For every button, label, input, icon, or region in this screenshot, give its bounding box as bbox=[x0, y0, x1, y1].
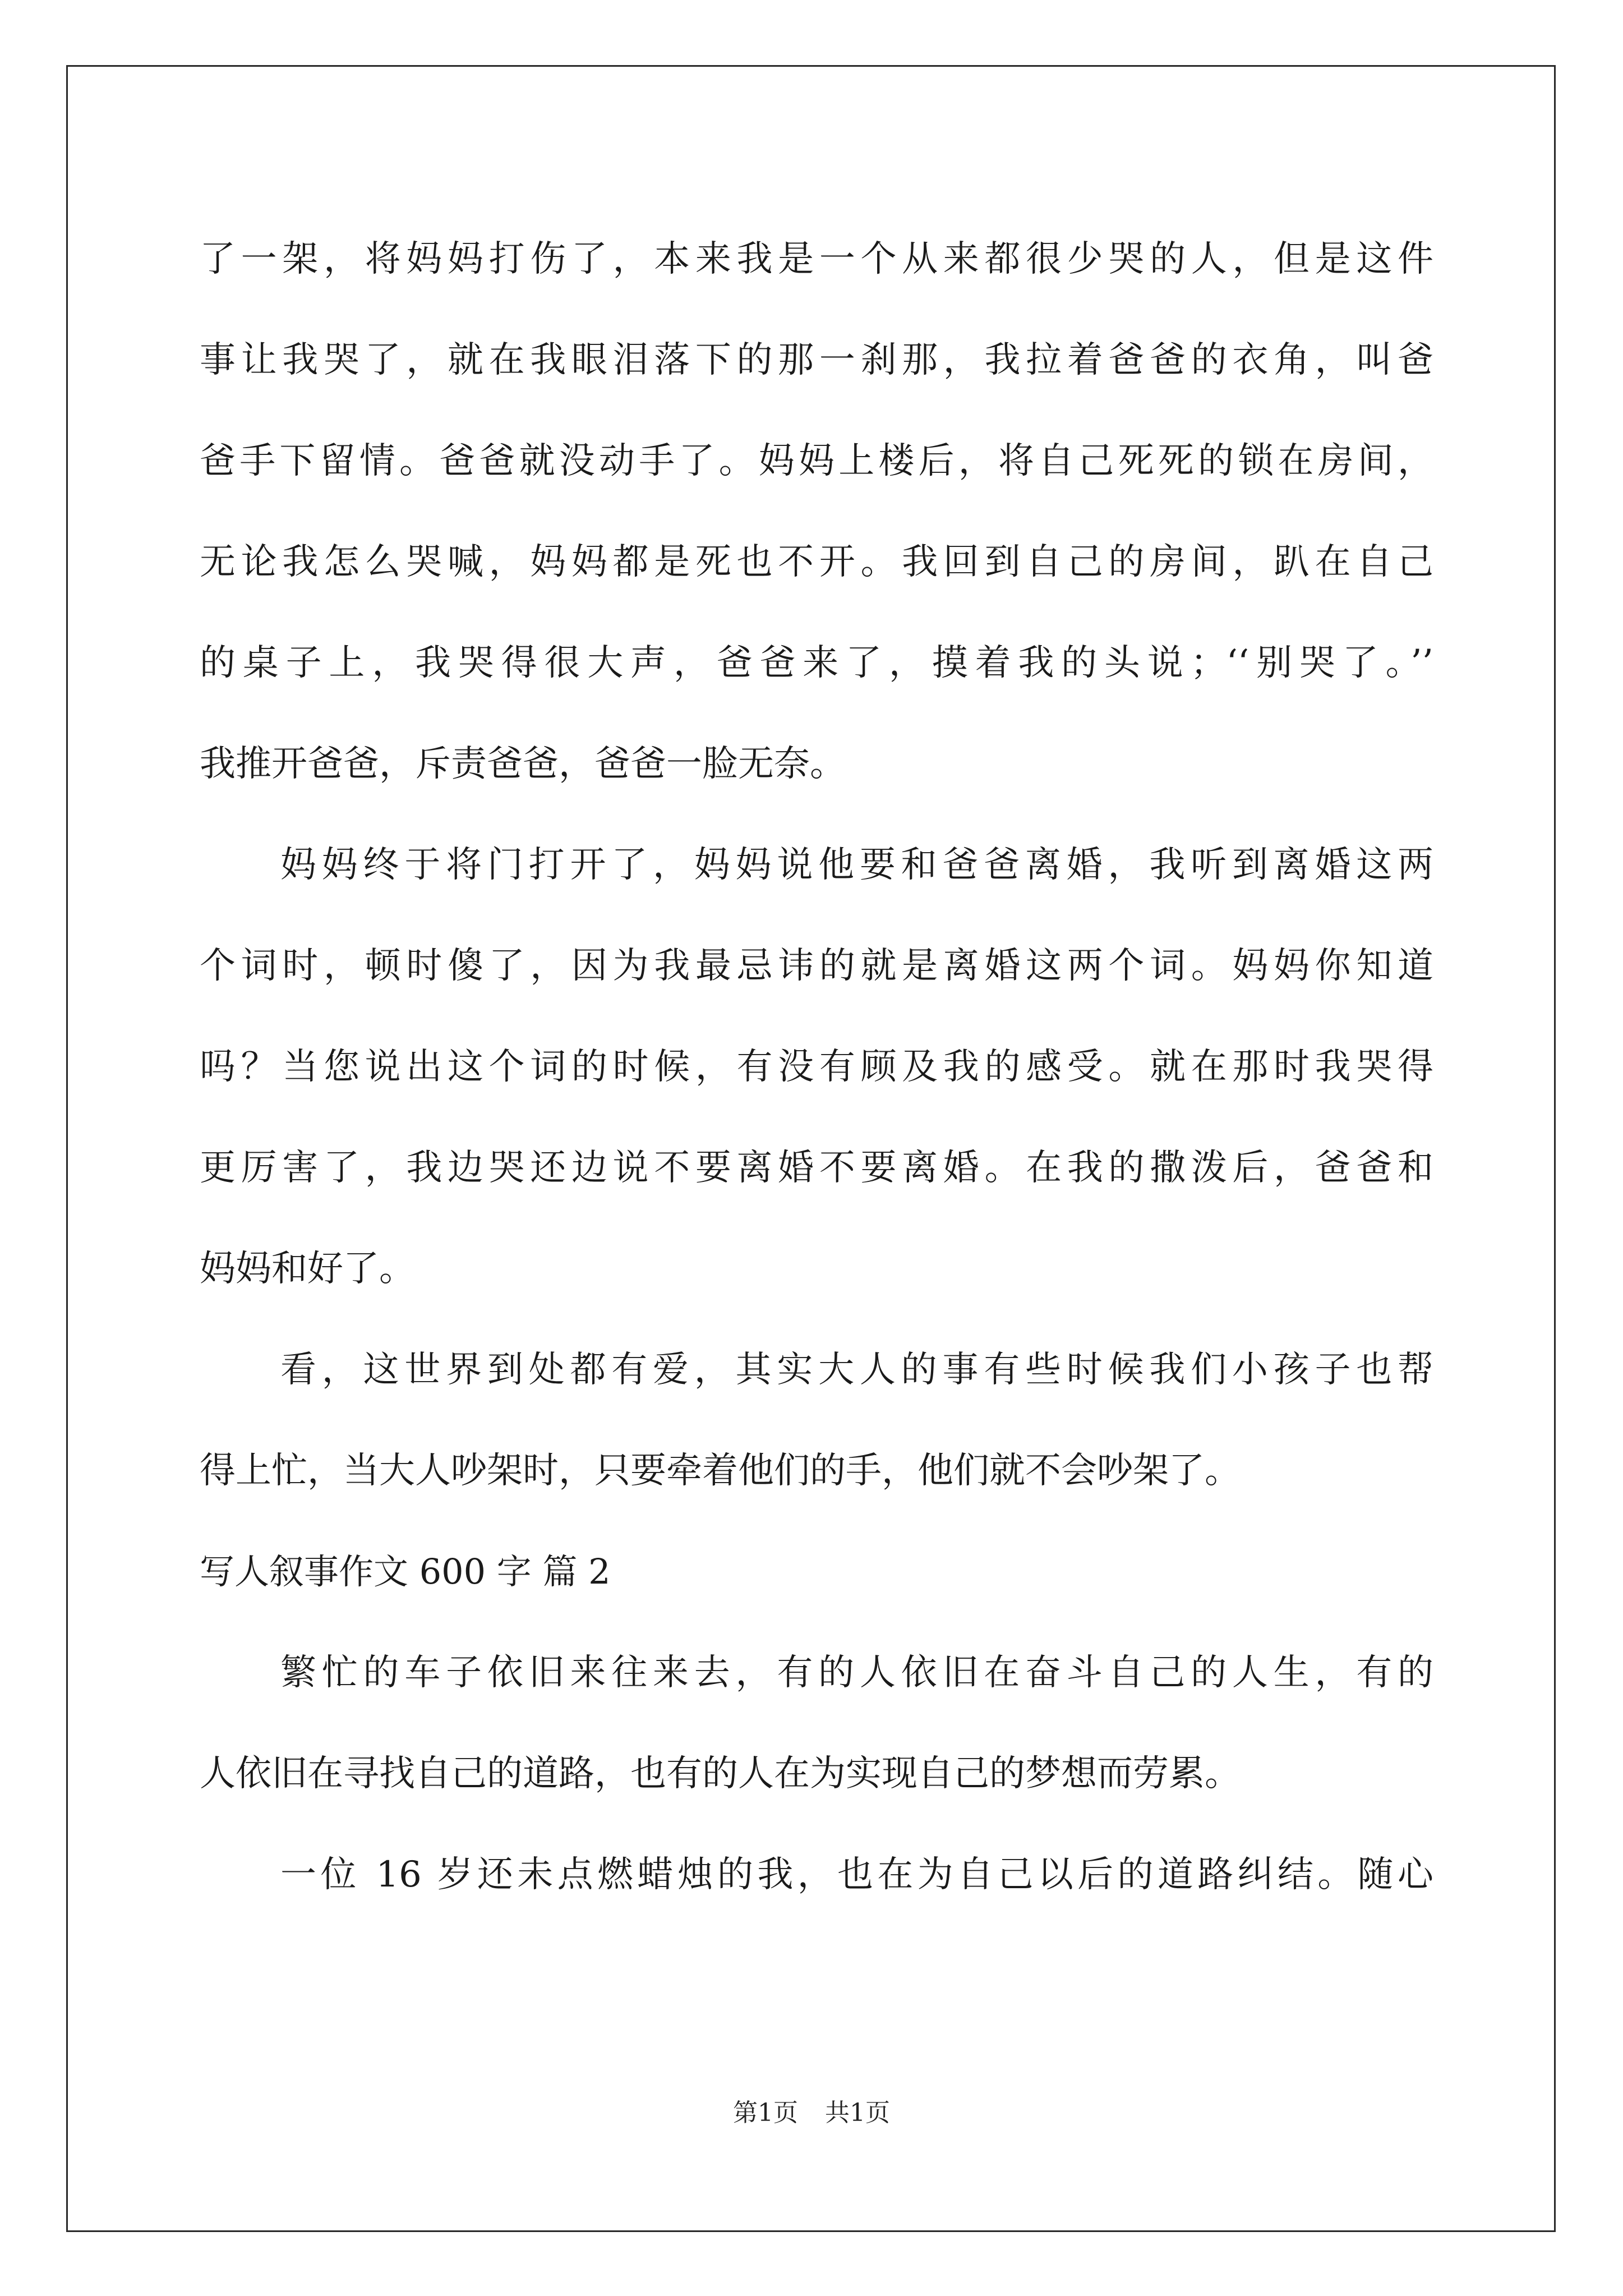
text-line: 的桌子上，我哭得很大声，爸爸来了，摸着我的头说；‘‘别哭了。’’ bbox=[200, 642, 1433, 684]
page-total: 共1页 bbox=[825, 2099, 890, 2127]
text-line: 事让我哭了，就在我眼泪落下的那一刹那，我拉着爸爸的衣角，叫爸 bbox=[200, 339, 1433, 381]
text-line: 吗？当您说出这个词的时候，有没有顾及我的感受。就在那时我哭得 bbox=[200, 1046, 1433, 1088]
text-line: 妈妈和好了。 bbox=[200, 1248, 415, 1290]
paragraph-start-line: 一位 16 岁还未点燃蜡烛的我，也在为自己以后的道路纠结。随心 bbox=[280, 1854, 1433, 1895]
section-heading: 写人叙事作文 600 字 篇 2 bbox=[200, 1551, 611, 1592]
text-line: 得上忙，当大人吵架时，只要牵着他们的手，他们就不会吵架了。 bbox=[200, 1450, 1241, 1492]
text-line: 了一架，将妈妈打伤了，本来我是一个从来都很少哭的人，但是这件 bbox=[200, 238, 1433, 280]
text-line: 我推开爸爸，斥责爸爸，爸爸一脸无奈。 bbox=[200, 743, 846, 785]
text-line: 爸手下留情。爸爸就没动手了。妈妈上楼后，将自己死死的锁在房间， bbox=[200, 440, 1433, 482]
text-line: 更厉害了，我边哭还边说不要离婚不要离婚。在我的撒泼后，爸爸和 bbox=[200, 1147, 1433, 1189]
page-footer bbox=[0, 2092, 1623, 2128]
page-number: 第1页 bbox=[733, 2099, 798, 2127]
paragraph-start-line: 看，这世界到处都有爱，其实大人的事有些时候我们小孩子也帮 bbox=[280, 1349, 1433, 1391]
paragraph-start-line: 妈妈终于将门打开了，妈妈说他要和爸爸离婚，我听到离婚这两 bbox=[280, 844, 1433, 886]
document-body bbox=[200, 209, 1433, 1925]
text-line: 无论我怎么哭喊，妈妈都是死也不开。我回到自己的房间，趴在自己 bbox=[200, 541, 1433, 583]
paragraph-start-line: 繁忙的车子依旧来往来去，有的人依旧在奋斗自己的人生，有的 bbox=[280, 1652, 1433, 1694]
text-line: 人依旧在寻找自己的道路，也有的人在为实现自己的梦想而劳累。 bbox=[200, 1753, 1241, 1795]
text-line: 个词时，顿时傻了，因为我最忌讳的就是离婚这两个词。妈妈你知道 bbox=[200, 945, 1433, 987]
